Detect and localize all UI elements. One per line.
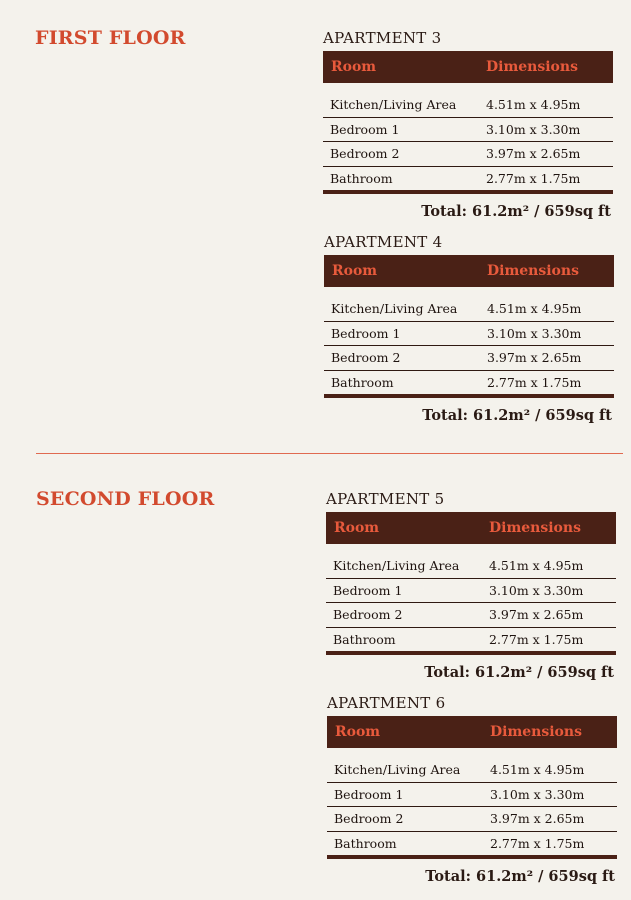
apartment-title: APARTMENT 6 <box>327 694 446 712</box>
table-row <box>326 628 616 656</box>
room-dimensions: 3.10m x 3.30m <box>489 582 584 598</box>
table-header <box>327 716 617 748</box>
apartment-6-table <box>327 694 617 885</box>
header-dimensions: Dimensions <box>490 724 582 740</box>
header-room: Room <box>334 520 380 536</box>
room-dimensions: 2.77m x 1.75m <box>486 170 581 186</box>
apartment-title: APARTMENT 5 <box>326 490 445 508</box>
table-row <box>327 807 617 832</box>
room-name: Kitchen/Living Area <box>331 301 458 317</box>
room-dimensions: 3.97m x 2.65m <box>487 350 582 366</box>
room-dimensions: 3.10m x 3.30m <box>490 786 585 802</box>
room-name: Bedroom 2 <box>334 811 404 827</box>
table-row <box>323 142 613 167</box>
floor-title-first: FIRST FLOOR <box>35 27 186 49</box>
table-row <box>324 371 614 399</box>
header-room: Room <box>331 59 377 75</box>
room-name: Kitchen/Living Area <box>333 558 460 574</box>
room-name: Kitchen/Living Area <box>334 762 461 778</box>
room-name: Bedroom 2 <box>333 607 403 623</box>
room-name: Bedroom 1 <box>331 325 401 341</box>
room-name: Kitchen/Living Area <box>330 97 457 113</box>
table-row <box>323 118 613 143</box>
apartment-total: Total: 61.2m² / 659sq ft <box>421 203 611 220</box>
apartment-title: APARTMENT 3 <box>323 29 442 47</box>
room-dimensions: 3.10m x 3.30m <box>486 121 581 137</box>
room-dimensions: 2.77m x 1.75m <box>490 835 585 851</box>
room-name: Bedroom 1 <box>334 786 404 802</box>
table-row <box>326 579 616 604</box>
header-room: Room <box>335 724 381 740</box>
table-row <box>327 783 617 808</box>
room-dimensions: 2.77m x 1.75m <box>489 631 584 647</box>
apartment-3-table <box>323 29 613 220</box>
room-dimensions: 4.51m x 4.95m <box>486 97 581 113</box>
table-header <box>324 255 614 287</box>
header-dimensions: Dimensions <box>487 263 579 279</box>
room-name: Bathroom <box>330 170 393 186</box>
table-header <box>323 51 613 83</box>
table-row <box>324 322 614 347</box>
room-dimensions: 3.10m x 3.30m <box>487 325 582 341</box>
apartment-title: APARTMENT 4 <box>324 233 443 251</box>
room-name: Bedroom 2 <box>330 146 400 162</box>
room-dimensions: 2.77m x 1.75m <box>487 374 582 390</box>
room-name: Bedroom 1 <box>330 121 400 137</box>
apartment-total: Total: 61.2m² / 659sq ft <box>422 407 612 424</box>
room-dimensions: 3.97m x 2.65m <box>489 607 584 623</box>
table-header <box>326 512 616 544</box>
room-name: Bedroom 1 <box>333 582 403 598</box>
apartment-total: Total: 61.2m² / 659sq ft <box>425 868 615 885</box>
room-name: Bathroom <box>333 631 396 647</box>
table-row <box>326 603 616 628</box>
room-dimensions: 4.51m x 4.95m <box>489 558 584 574</box>
header-room: Room <box>332 263 378 279</box>
table-row <box>323 93 613 118</box>
table-row <box>324 346 614 371</box>
table-row <box>323 167 613 195</box>
room-name: Bathroom <box>334 835 397 851</box>
table-row <box>326 554 616 579</box>
room-name: Bedroom 2 <box>331 350 401 366</box>
header-dimensions: Dimensions <box>489 520 581 536</box>
header-dimensions: Dimensions <box>486 59 578 75</box>
apartment-total: Total: 61.2m² / 659sq ft <box>424 664 614 681</box>
table-row <box>324 297 614 322</box>
apartment-5-table <box>326 490 616 681</box>
floor-title-second: SECOND FLOOR <box>36 488 215 510</box>
room-dimensions: 3.97m x 2.65m <box>490 811 585 827</box>
floor-divider <box>36 453 623 454</box>
room-dimensions: 3.97m x 2.65m <box>486 146 581 162</box>
table-row <box>327 758 617 783</box>
room-dimensions: 4.51m x 4.95m <box>487 301 582 317</box>
room-name: Bathroom <box>331 374 394 390</box>
table-row <box>327 832 617 860</box>
apartment-4-table <box>324 233 614 424</box>
room-dimensions: 4.51m x 4.95m <box>490 762 585 778</box>
